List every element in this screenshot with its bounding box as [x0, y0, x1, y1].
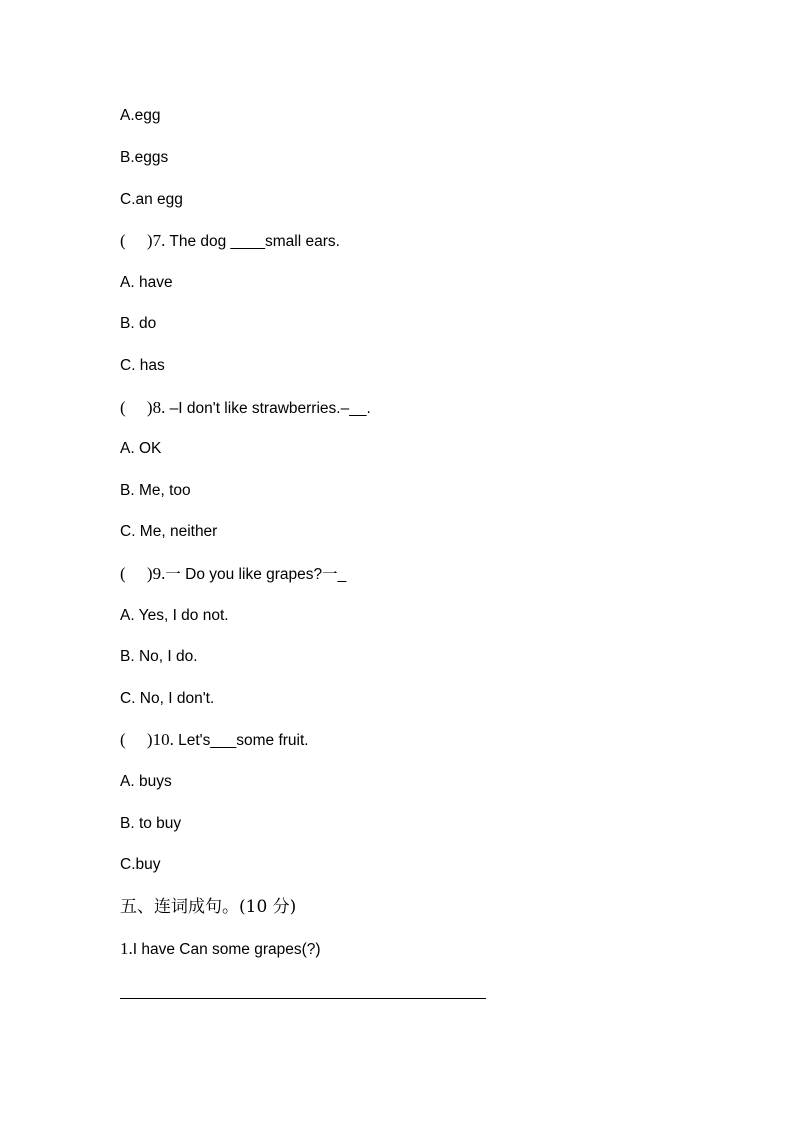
q9-answer-blank[interactable]: ( )	[120, 564, 153, 583]
q8-stem	[120, 398, 371, 419]
s5-q1	[120, 939, 321, 960]
q6-option-b: B.eggs	[120, 149, 169, 166]
q7-number: 7.	[152, 231, 166, 250]
q10-option-c: C.buy	[120, 856, 161, 873]
s5-q1-text: I have Can some grapes(?)	[132, 941, 321, 958]
q10-option-a: A. buys	[120, 773, 172, 790]
q7-option-b: B. do	[120, 315, 157, 332]
q6-option-a: A.egg	[120, 107, 161, 124]
q7-text: The dog ____small ears.	[165, 233, 340, 250]
q9-option-c: C. No, I don't.	[120, 690, 215, 707]
q8-answer-blank[interactable]: ( )	[120, 398, 153, 417]
q10-text: Let's___some fruit.	[173, 732, 309, 749]
q10-answer-blank[interactable]: ( )	[120, 730, 153, 749]
q9-stem	[120, 564, 346, 585]
q8-option-b: B. Me, too	[120, 482, 191, 499]
s5-q1-answer-line[interactable]	[120, 998, 486, 999]
q10-stem	[120, 730, 309, 751]
s5-q1-number: 1.	[120, 939, 133, 958]
q8-option-c: C. Me, neither	[120, 523, 218, 540]
q9-number: 9.	[152, 564, 166, 583]
q6-option-c: C.an egg	[120, 191, 183, 208]
q10-number: 10.	[152, 730, 174, 749]
q9-option-a: A. Yes, I do not.	[120, 607, 229, 624]
q8-text: –I don't like strawberries.–__.	[165, 400, 371, 417]
q9-text: 一 Do you like grapes?一_	[165, 566, 347, 583]
q7-option-a: A. have	[120, 274, 173, 291]
section-5-heading: 五、连词成句。(10 分)	[120, 897, 297, 917]
q8-option-a: A. OK	[120, 440, 162, 457]
q9-option-b: B. No, I do.	[120, 648, 198, 665]
q7-option-c: C. has	[120, 357, 165, 374]
q7-stem	[120, 231, 340, 252]
q7-answer-blank[interactable]: ( )	[120, 231, 153, 250]
q10-option-b: B. to buy	[120, 815, 182, 832]
q8-number: 8.	[152, 398, 166, 417]
